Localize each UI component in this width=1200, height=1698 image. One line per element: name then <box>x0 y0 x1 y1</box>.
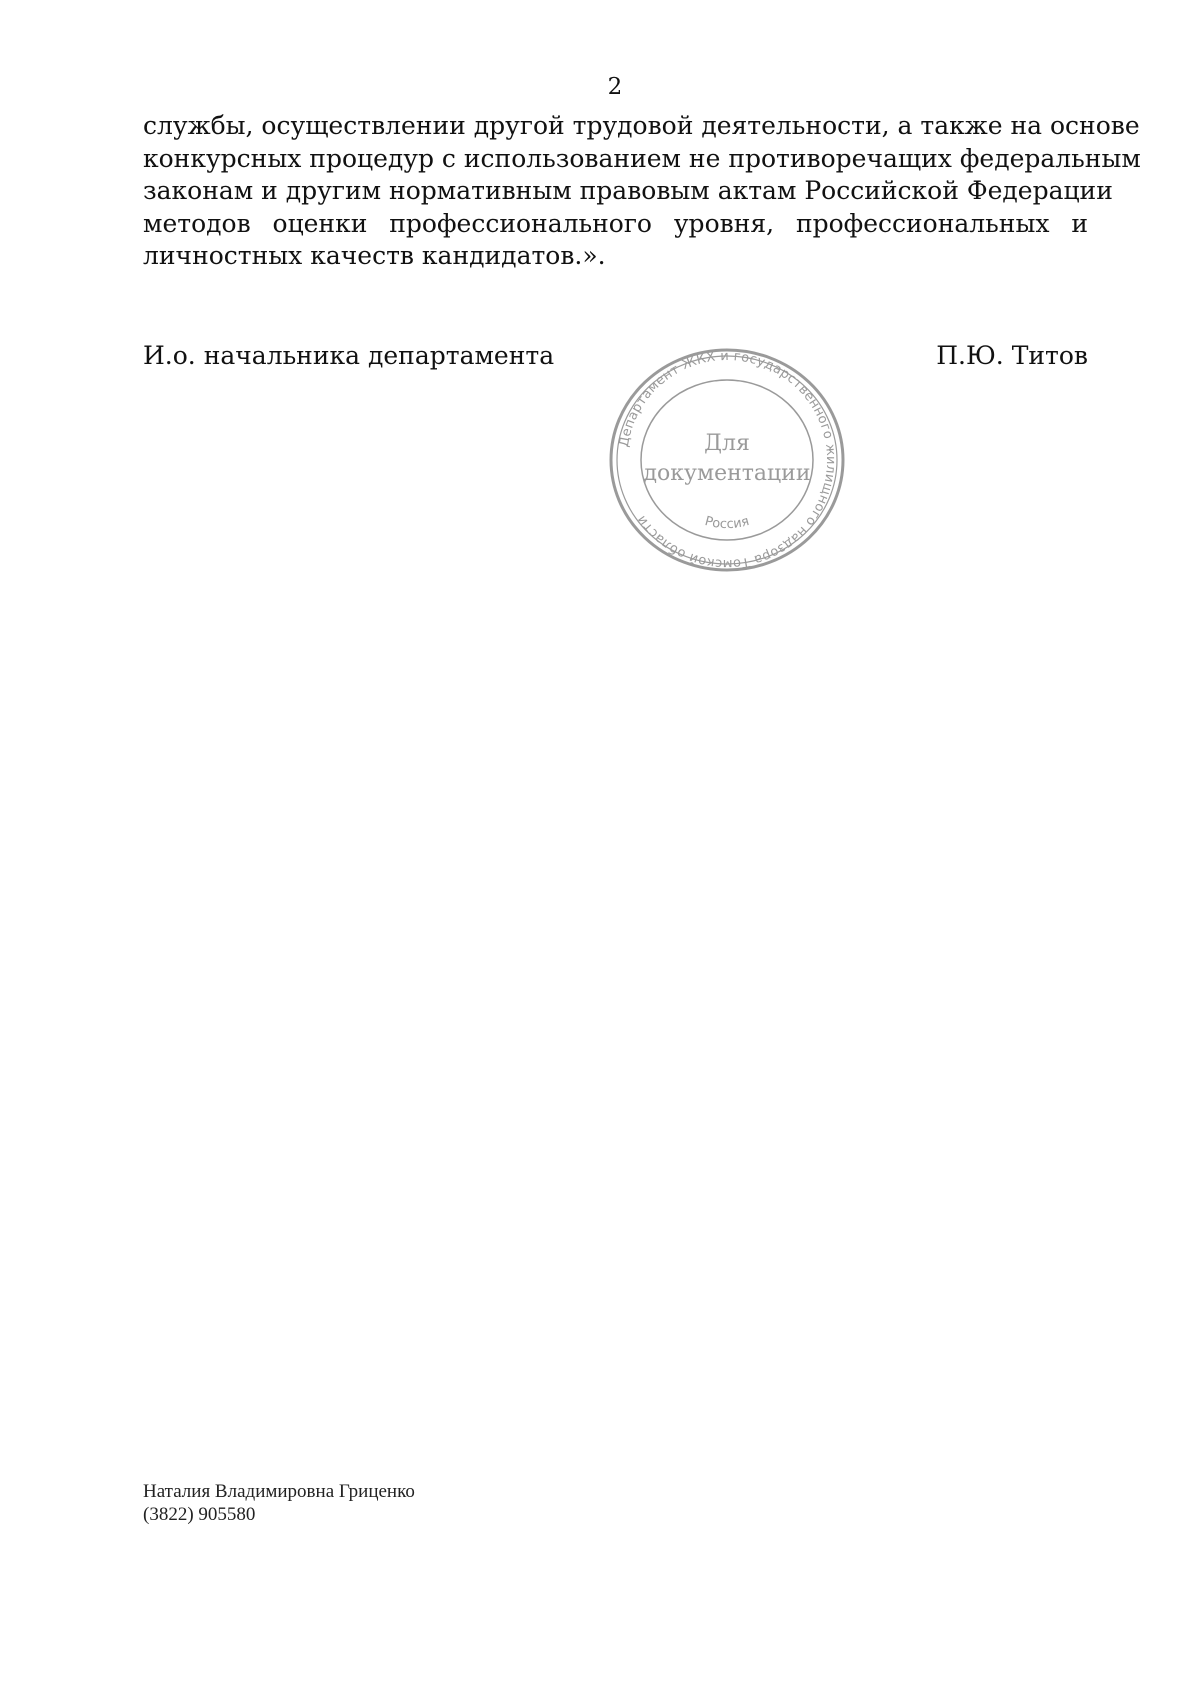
contact-name: Наталия Владимировна Гриценко <box>143 1481 415 1502</box>
page-number: 2 <box>607 74 623 100</box>
contact-phone: (3822) 905580 <box>143 1504 256 1525</box>
stamp-center-line1: Для <box>704 431 750 456</box>
body-line: службы, осуществлении другой трудовой деятельности, а также на основе <box>143 111 1140 140</box>
signatory-name: П.Ю. Титов <box>936 341 1088 370</box>
body-line: конкурсных процедур с использованием не противоречащих федеральным <box>143 143 1141 173</box>
official-stamp <box>602 340 852 580</box>
stamp-center-line2: документации <box>643 461 811 486</box>
body-line: личностных качеств кандидатов.». <box>143 241 606 270</box>
stamp-bottom-text: Россия <box>703 513 751 533</box>
signatory-position: И.о. начальника департамента <box>143 341 555 370</box>
body-paragraph <box>143 110 1141 273</box>
stamp-inner-ring <box>641 380 813 540</box>
stamp-ring-text: Департамент ЖКХ и государственного жилищного надзора Томской области <box>616 348 839 572</box>
stamp-outer-ring <box>611 350 843 570</box>
body-line: законам и другим нормативным правовым актам Российской Федерации <box>143 176 1113 205</box>
stamp-seal-graphic <box>602 340 852 580</box>
contact-block <box>143 1480 415 1526</box>
body-line: методов оценки профессионального уровня, профессиональных и <box>143 208 1088 238</box>
